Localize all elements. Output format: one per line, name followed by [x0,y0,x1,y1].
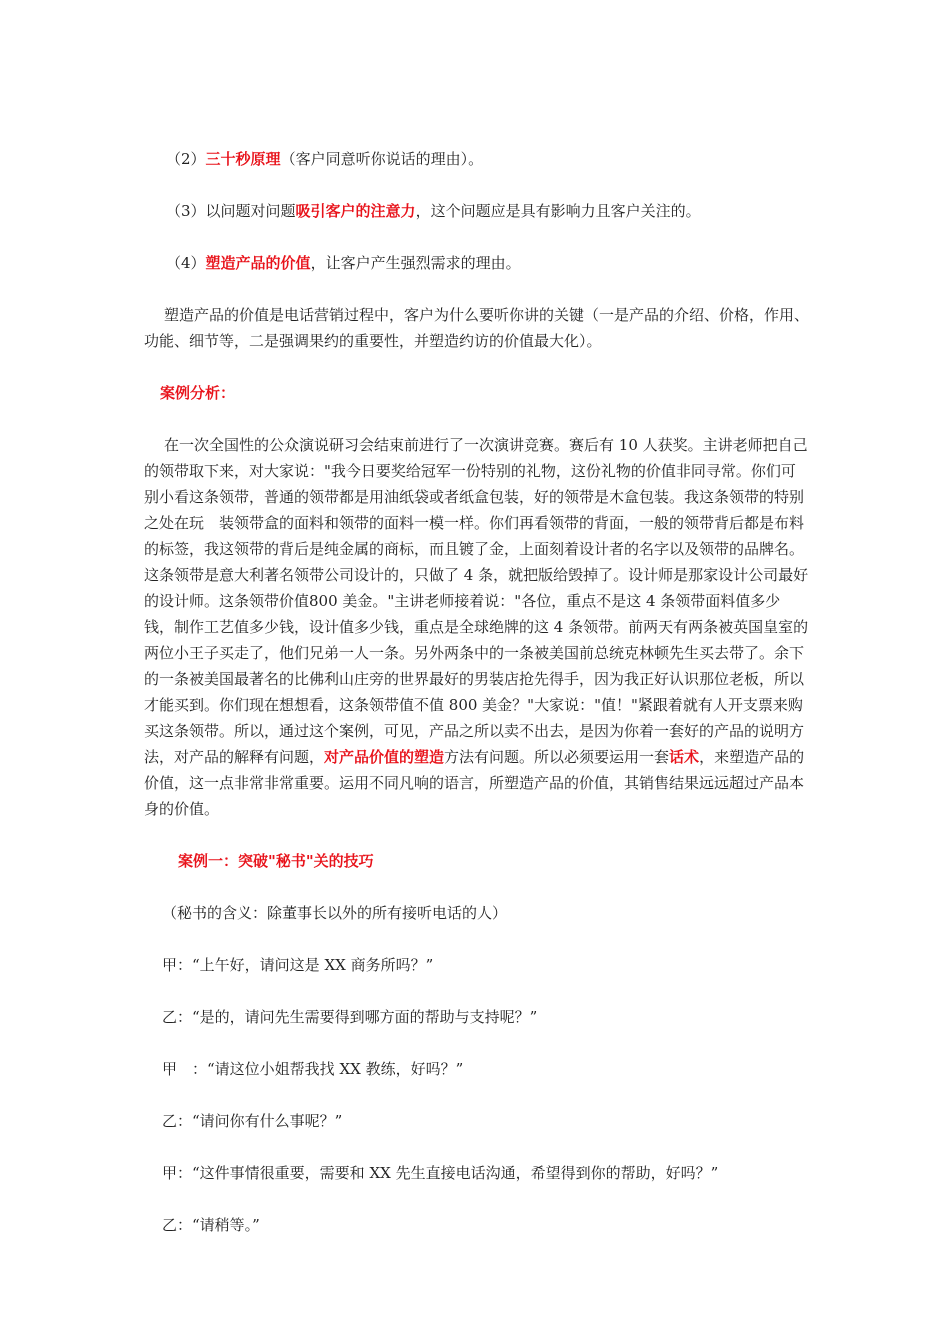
point-prefix: （3）以问题对问题 [166,202,296,220]
point-highlight: 三十秒原理 [205,150,281,168]
story-text: 方法有问题。所以必须要运用一套 [444,748,670,766]
point-suffix: （客户同意听你说话的理由）。 [280,150,484,168]
point-item [144,250,810,276]
story-highlight: 话术 [669,748,700,766]
document-body [144,146,810,1238]
point-suffix: ，让客户产生强烈需求的理由。 [310,254,521,272]
dialogue-line: 乙：“请问你有什么事呢？” [162,1112,343,1130]
point-item [144,198,810,224]
intro-paragraph: 塑造产品的价值是电话营销过程中，客户为什么要听你讲的关键（一是产品的介绍、价格，作用、功能、细节等，二是强调果约的重要性，并塑造约访的价值最大化）。 [144,306,810,350]
point-prefix: （4） [166,254,206,272]
dialogue-line: 乙：“请稍等。” [162,1216,260,1234]
case-analysis-heading: 案例分析： [160,384,236,402]
story-highlight: 对产品价值的塑造 [324,748,445,766]
point-item [144,146,810,172]
point-suffix: ，这个问题应是具有影响力且客户关注的。 [415,202,701,220]
dialogue-line: 甲 ：“请这位小姐帮我找 XX 教练，好吗？” [162,1060,464,1078]
case1-note: （秘书的含义：除董事长以外的所有接听电话的人） [162,904,508,922]
story-text: ，来塑造产品的价值，这一点非常非常重要。运用不同凡响的语言，所塑造产品的价值，其销售结果远远超过产品本身的价值。 [144,748,805,818]
story-paragraph [144,432,810,822]
case1-heading: 案例一：突破"秘书"关的技巧 [178,852,374,870]
story-text: 在一次全国性的公众演说研习会结束前进行了一次演讲竞赛。赛后有 10 人获奖。主讲老师把自己的领带取下来，对大家说："我今日要奖给冠军一份特别的礼物，这份礼物的价值非同寻常。你们可别小看这条领带，普通的领带都是用油纸袋或者纸盒包装，好的领带是木盒包装。我这条领带的特别之处在玩 装领带盒的面料和领带的面料一模一样。你们再看领带的背面，一般的领带背后都是布料的标签，我这领带的背后是纯金属的商标，而且镀了金，上面刻着设计者的名字以及领带的品牌名。这条领带是意大利著名领带公司设计的，只做了 4 条，就把版给毁掉了。设计师是那家设计公司最好的设计师。这条领带价值800 美金。"主讲老师接着说："各位，重点不是这 4 条领带面料值多少钱，制作工艺值多少钱，设计值多少钱，重点是全球绝牌的这 4 条领带。前两天有两条被英国皇室的两位小王子买走了，他们兄弟一人一条。另外两条中的一条被美国前总统克林顿先生买去带了。余下的一条被美国最著名的比佛利山庄旁的世界最好的男装店抢先得手，因为我正好认识那位老板，所以才能买到。你们现在想想看，这条领带值不值 800 美金？"大家说："值！"紧跟着就有人开支票来购买这条领带。所以，通过这个案例，可见，产品之所以卖不出去，是因为你着一套好的产品的说明方法，对产品的解释有问题， [144,436,809,766]
point-highlight: 塑造产品的价值 [205,254,311,272]
point-prefix: （2） [166,150,206,168]
dialogue-line: 乙：“是的，请问先生需要得到哪方面的帮助与支持呢？” [162,1008,538,1026]
dialogue-line: 甲：“上午好，请问这是 XX 商务所吗？” [162,956,434,974]
point-highlight: 吸引客户的注意力 [295,202,416,220]
dialogue-line: 甲：“这件事情很重要，需要和 XX 先生直接电话沟通，希望得到你的帮助，好吗？” [162,1164,719,1182]
